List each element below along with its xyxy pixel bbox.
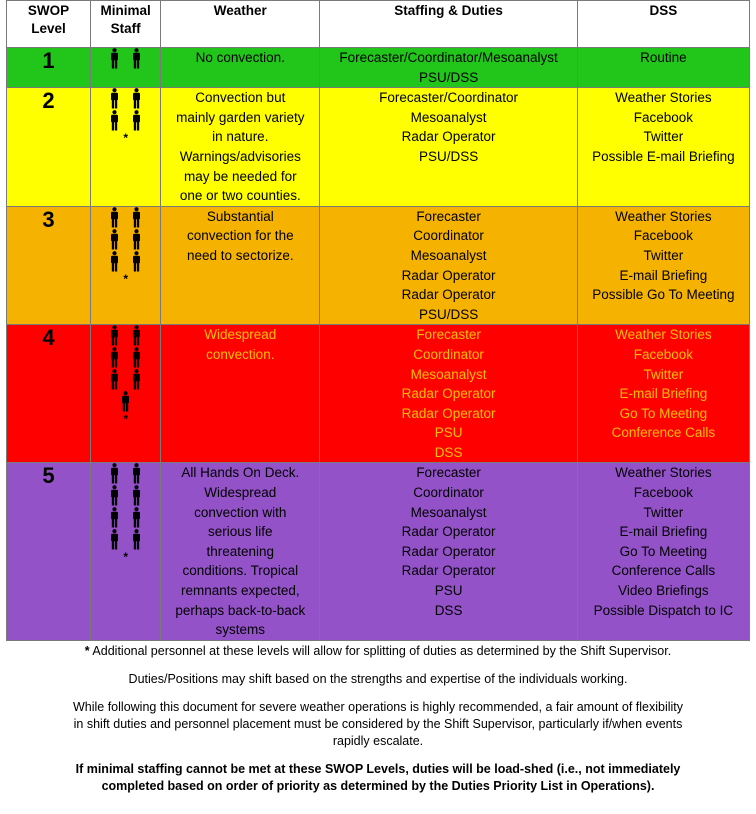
person-icon <box>110 369 119 391</box>
person-icon <box>110 325 119 347</box>
minimal-staff-cell <box>91 48 161 88</box>
footnote-line: If minimal staffing cannot be met at these SWOP Levels, duties will be load-shed (i.e., not immediately <box>75 762 681 776</box>
duty-line: PSU <box>434 425 463 441</box>
dss-line: Routine <box>640 50 687 65</box>
dss-line: E-mail Briefing <box>619 267 708 283</box>
dss-line: Video Briefings <box>618 583 709 599</box>
staff-figure-row <box>91 229 160 251</box>
dss-line: Possible Go To Meeting <box>592 287 735 303</box>
weather-line: mainly garden variety <box>176 109 305 125</box>
weather-cell <box>161 325 320 463</box>
dss-cell <box>577 463 749 640</box>
dss-cell <box>577 48 749 88</box>
weather-line: convection with <box>194 504 287 520</box>
duty-line: Mesoanalyst <box>410 109 487 125</box>
person-icon <box>132 251 141 273</box>
weather-line: convection for the <box>187 228 294 244</box>
level-1-row <box>7 48 750 88</box>
duty-line: Radar Operator <box>401 386 496 402</box>
person-icon <box>110 485 119 507</box>
footnote-text: Additional personnel at these levels will allow for splitting of duties as determined by the Shift Supervisor. <box>89 644 672 658</box>
duty-line: Radar Operator <box>401 405 496 421</box>
footnotes <box>6 643 750 806</box>
footnote-flexibility <box>6 699 750 750</box>
person-icon <box>132 529 141 551</box>
weather-line: Convection but <box>195 90 286 106</box>
level-number: 3 <box>7 206 91 325</box>
person-icon <box>132 507 141 529</box>
weather-cell <box>161 206 320 325</box>
header-dss: DSS <box>577 1 749 48</box>
level-number: 4 <box>7 325 91 463</box>
duties-cell <box>320 48 577 88</box>
level-2-row <box>7 88 750 207</box>
staff-figure-row <box>91 325 160 347</box>
staff-figure-row <box>91 88 160 110</box>
weather-line: need to sectorize. <box>187 247 294 263</box>
weather-line: one or two counties. <box>179 188 301 204</box>
weather-cell <box>161 88 320 207</box>
staff-figure-row <box>91 347 160 369</box>
weather-line: serious life <box>208 524 273 540</box>
weather-line: remnants expected, <box>181 583 300 599</box>
weather-line: All Hands On Deck. <box>181 465 300 481</box>
person-icon <box>110 529 119 551</box>
person-icon <box>132 325 141 347</box>
weather-line: conditions. Tropical <box>182 563 299 579</box>
duty-line: Radar Operator <box>401 287 496 303</box>
person-icon <box>110 229 119 251</box>
duties-cell <box>320 206 577 325</box>
person-icon <box>110 207 119 229</box>
person-icon <box>132 485 141 507</box>
duty-line: Radar Operator <box>401 543 496 559</box>
swop-table <box>6 0 750 641</box>
weather-line: Widespread <box>204 327 277 343</box>
dss-line: Weather Stories <box>615 90 712 106</box>
duties-cell <box>320 325 577 463</box>
weather-line: systems <box>215 622 266 638</box>
footnote-load-shed <box>6 761 750 795</box>
person-icon <box>110 110 119 132</box>
minimal-staff-cell <box>91 88 161 207</box>
dss-line: Twitter <box>643 247 684 263</box>
duty-line: DSS <box>434 602 463 618</box>
header-level-line2: Level <box>31 21 66 36</box>
weather-line: may be needed for <box>184 168 297 184</box>
additional-personnel-asterisk: * <box>123 131 128 146</box>
dss-line: Weather Stories <box>615 465 712 481</box>
dss-line: Conference Calls <box>611 563 716 579</box>
dss-line: Weather Stories <box>615 327 712 343</box>
footnote-line: in shift duties and personnel placement must be considered by the Shift Supervisor, particularly if/when events <box>73 717 683 731</box>
dss-line: Possible E-mail Briefing <box>592 148 735 164</box>
duty-line: Forecaster <box>416 208 481 224</box>
person-icon <box>132 463 141 485</box>
duty-line: Forecaster/Coordinator <box>379 90 518 106</box>
dss-line: Twitter <box>643 366 684 382</box>
weather-line: Substantial <box>206 208 274 224</box>
header-level-line1: SWOP <box>27 3 70 18</box>
level-3-row <box>7 206 750 325</box>
staff-figure-row <box>91 485 160 507</box>
additional-personnel-asterisk: * <box>123 412 128 427</box>
person-icon <box>132 110 141 132</box>
weather-line: Widespread <box>204 485 277 501</box>
duties-cell <box>320 463 577 640</box>
dss-line: Possible Dispatch to IC <box>593 602 734 618</box>
weather-line: in nature. <box>212 129 269 145</box>
dss-line: Weather Stories <box>615 208 712 224</box>
person-icon <box>132 229 141 251</box>
duty-line: PSU/DSS <box>418 148 479 164</box>
minimal-staff-cell <box>91 463 161 640</box>
duty-line: Radar Operator <box>401 563 496 579</box>
duties-cell <box>320 88 577 207</box>
minimal-staff-cell <box>91 325 161 463</box>
duty-line: Radar Operator <box>401 129 496 145</box>
staff-figure-row <box>91 391 160 413</box>
footnote-line: completed based on order of priority as determined by the Duties Priority List in Operations). <box>101 779 655 793</box>
duty-line: Forecaster <box>416 465 481 481</box>
person-icon <box>132 369 141 391</box>
staff-figure-row <box>91 207 160 229</box>
dss-line: Twitter <box>643 129 684 145</box>
person-icon <box>110 507 119 529</box>
duty-line: Mesoanalyst <box>410 366 487 382</box>
dss-cell <box>577 206 749 325</box>
weather-cell <box>161 463 320 640</box>
duty-line: DSS <box>434 444 463 460</box>
header-minimal-staff <box>91 1 161 48</box>
duty-line: Mesoanalyst <box>410 504 487 520</box>
staff-figure-row <box>91 48 160 70</box>
dss-line: E-mail Briefing <box>619 524 708 540</box>
person-icon <box>110 251 119 273</box>
duty-line: PSU <box>434 583 463 599</box>
additional-personnel-asterisk: * <box>123 271 128 286</box>
duty-line: Coordinator <box>413 228 484 244</box>
person-icon <box>132 207 141 229</box>
header-weather: Weather <box>161 1 320 48</box>
staff-figure-row <box>91 251 160 273</box>
staff-figure-row <box>91 507 160 529</box>
dss-line: Twitter <box>643 504 684 520</box>
header-swop-level <box>7 1 91 48</box>
footnote-asterisk: * <box>84 644 90 658</box>
header-row <box>7 1 750 48</box>
staff-figure-row <box>91 110 160 132</box>
additional-personnel-asterisk: * <box>123 550 128 565</box>
dss-line: Go To Meeting <box>619 405 708 421</box>
weather-line: perhaps back-to-back <box>175 602 306 618</box>
footnote-additional-personnel <box>6 643 750 660</box>
staff-figure-row <box>91 369 160 391</box>
weather-line: threatening <box>206 543 275 559</box>
level-5-row <box>7 463 750 640</box>
dss-line: Facebook <box>633 228 694 244</box>
weather-line: No convection. <box>195 50 285 65</box>
header-staff-line2: Staff <box>110 21 141 36</box>
level-4-row <box>7 325 750 463</box>
level-number: 2 <box>7 88 91 207</box>
dss-cell <box>577 325 749 463</box>
header-staffing-duties: Staffing & Duties <box>320 1 577 48</box>
dss-line: Conference Calls <box>611 425 716 441</box>
person-icon <box>110 463 119 485</box>
dss-line: E-mail Briefing <box>619 386 708 402</box>
person-icon <box>121 391 130 413</box>
footnote-duties-shift: Duties/Positions may shift based on the strengths and expertise of the individuals working. <box>128 672 628 686</box>
duty-line: Forecaster/Coordinator/Mesoanalyst <box>339 50 558 65</box>
duty-line: Mesoanalyst <box>410 247 487 263</box>
dss-line: Go To Meeting <box>619 543 708 559</box>
dss-line: Facebook <box>633 109 694 125</box>
level-number: 5 <box>7 463 91 640</box>
weather-line: convection. <box>206 346 275 362</box>
weather-cell <box>161 48 320 88</box>
person-icon <box>132 88 141 110</box>
footnote-line: rapidly escalate. <box>332 734 424 748</box>
duty-line: Coordinator <box>413 346 484 362</box>
weather-line: Warnings/advisories <box>179 148 301 164</box>
staff-figure-row <box>91 463 160 485</box>
person-icon <box>110 48 119 70</box>
person-icon <box>132 48 141 70</box>
header-staff-line1: Minimal <box>100 3 151 18</box>
dss-line: Facebook <box>633 485 694 501</box>
staff-figure-row <box>91 529 160 551</box>
duty-line: Forecaster <box>416 327 481 343</box>
footnote-line: While following this document for severe weather operations is highly recommended, a fair amount of flexibility <box>72 700 684 714</box>
dss-line: Facebook <box>633 346 694 362</box>
level-number: 1 <box>7 48 91 88</box>
person-icon <box>110 347 119 369</box>
duty-line: PSU/DSS <box>418 306 479 322</box>
dss-cell <box>577 88 749 207</box>
duty-line: Coordinator <box>413 485 484 501</box>
duty-line: Radar Operator <box>401 524 496 540</box>
duty-line: PSU/DSS <box>418 69 479 85</box>
person-icon <box>110 88 119 110</box>
person-icon <box>132 347 141 369</box>
minimal-staff-cell <box>91 206 161 325</box>
duty-line: Radar Operator <box>401 267 496 283</box>
